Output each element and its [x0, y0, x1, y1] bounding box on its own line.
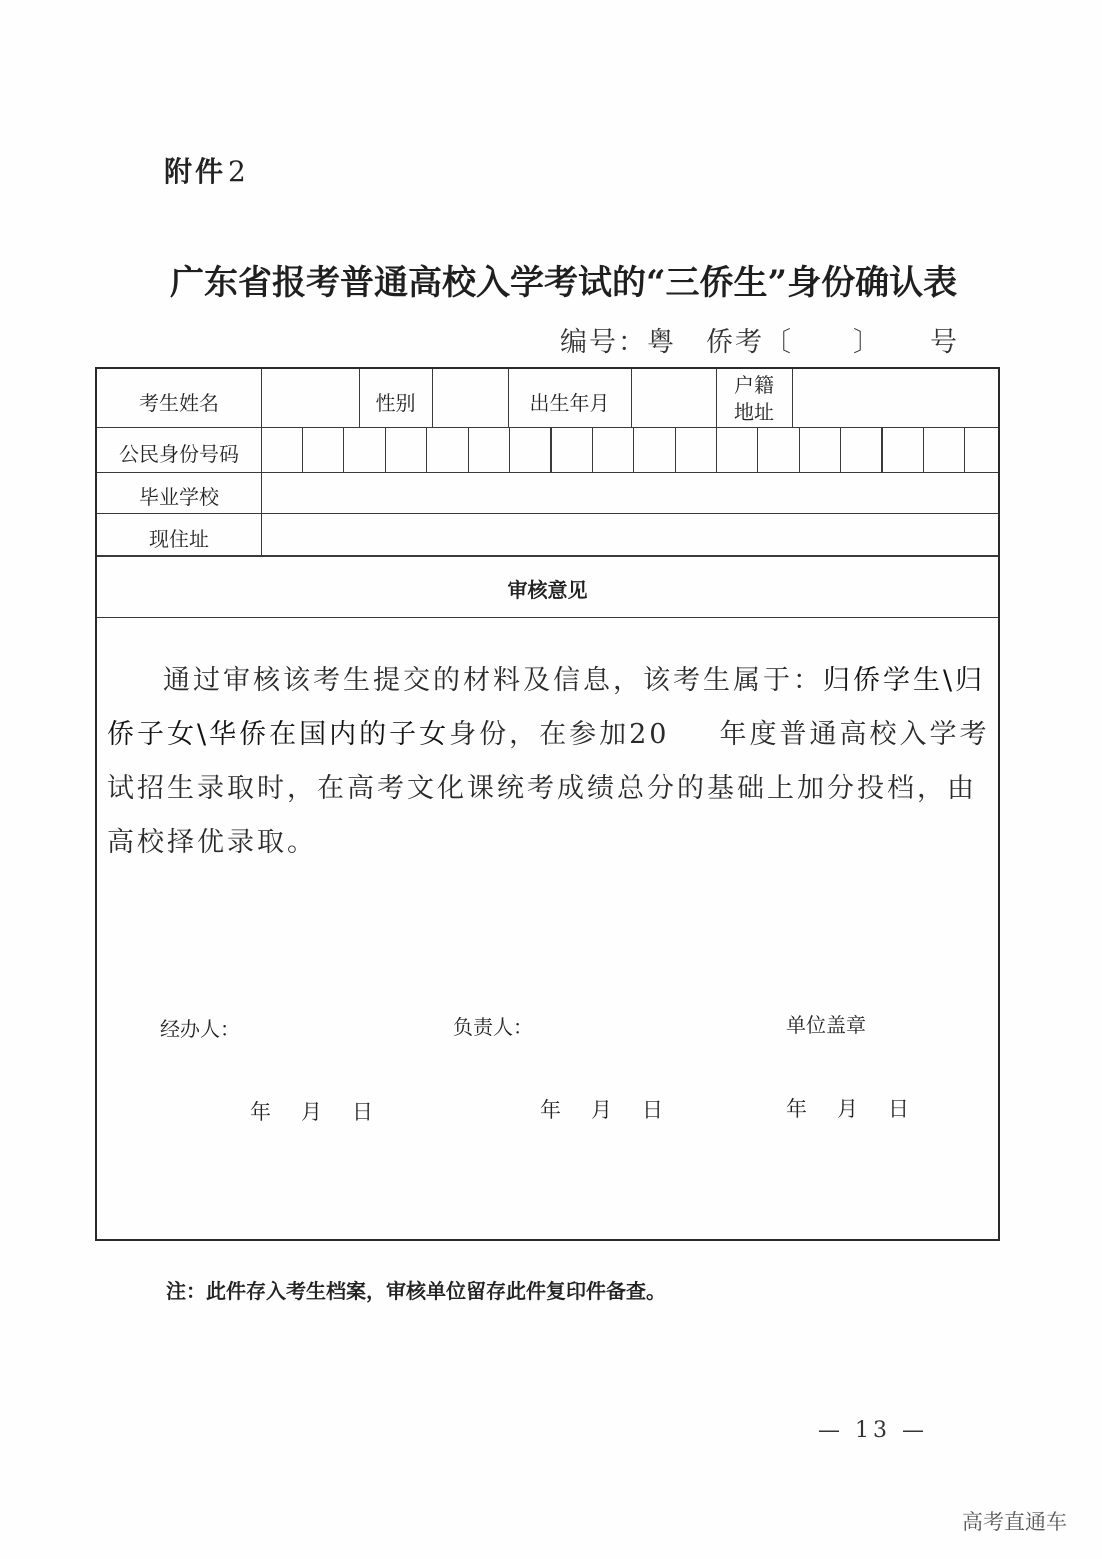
- household-label-line1: 户籍: [734, 373, 774, 397]
- serial-number-line: [560, 320, 959, 359]
- review-header: 审核意见: [507, 578, 588, 602]
- date-year: 年: [250, 1100, 271, 1124]
- id-digit-divider: [592, 427, 593, 472]
- id-digit-divider: [633, 427, 634, 472]
- attachment-text: 附件: [164, 155, 227, 188]
- col-divider: [631, 369, 632, 427]
- serial-close: 〕: [853, 327, 882, 358]
- id-digit-divider: [343, 427, 344, 472]
- id-digit-divider: [385, 427, 386, 472]
- handler-label: 经办人：: [160, 1017, 240, 1041]
- serial-prefix: 编号：粤: [560, 327, 676, 358]
- date-month: 月: [301, 1100, 322, 1124]
- date-month: 月: [837, 1097, 858, 1121]
- page-number: — 13 —: [818, 1418, 928, 1443]
- col-divider: [261, 369, 262, 555]
- date-day: 日: [352, 1100, 373, 1124]
- col-divider: [432, 369, 433, 427]
- review-text-after: 年度普通高校入学考试招生录取时，在高考文化课统考成绩总分的基础上加分投档，由高校择优录取。: [107, 719, 990, 858]
- review-text-before: 通过审核该考生提交的材料及信息，该考生属于：: [163, 665, 823, 696]
- stamp-label: 单位盖章: [786, 1013, 866, 1037]
- review-paragraph: [107, 654, 992, 870]
- col-divider: [792, 369, 793, 427]
- date-year: 年: [786, 1097, 807, 1121]
- id-digit-divider: [923, 427, 924, 472]
- household-label-line2: 地址: [734, 400, 774, 424]
- review-text-mid: 身份，在参加20: [449, 719, 670, 750]
- row-divider: [97, 427, 998, 428]
- row-divider: [97, 555, 998, 557]
- identity-form-table: [95, 367, 1000, 1241]
- id-number-label: 公民身份号码: [119, 442, 239, 466]
- leader-date: [540, 1094, 663, 1124]
- leader-label: 负责人：: [453, 1015, 533, 1039]
- date-day: 日: [642, 1098, 663, 1122]
- address-label: 现住址: [149, 527, 209, 551]
- date-day: 日: [888, 1097, 909, 1121]
- attachment-number: 2: [228, 155, 249, 188]
- name-label: 考生姓名: [139, 391, 219, 415]
- handler-date: [250, 1096, 373, 1126]
- serial-suffix: 号: [930, 327, 959, 358]
- row-divider: [97, 617, 998, 618]
- id-digit-divider: [799, 427, 800, 472]
- page-title: 广东省报考普通高校入学考试的“三侨生”身份确认表: [170, 263, 958, 303]
- birth-label: 出生年月: [529, 391, 610, 415]
- stamp-date: [786, 1093, 909, 1123]
- attachment-label: [164, 150, 249, 190]
- row-divider: [97, 513, 998, 514]
- date-month: 月: [591, 1098, 612, 1122]
- id-digit-divider: [716, 427, 717, 472]
- review-options: 归侨学生\归侨子女\华侨在国内的子女: [107, 665, 986, 750]
- id-digit-divider: [426, 427, 427, 472]
- gender-label: 性别: [375, 391, 416, 415]
- id-digit-divider: [509, 427, 510, 472]
- watermark: 高考直通车: [962, 1510, 1067, 1534]
- id-digit-divider: [840, 427, 841, 472]
- date-year: 年: [540, 1098, 561, 1122]
- row-divider: [97, 472, 998, 473]
- id-digit-divider: [881, 427, 883, 472]
- school-label: 毕业学校: [139, 485, 219, 509]
- id-digit-divider: [964, 427, 965, 472]
- id-digit-divider: [675, 427, 676, 472]
- id-digit-divider: [550, 427, 552, 472]
- footnote: 注：此件存入考生档案，审核单位留存此件复印件备查。: [166, 1279, 666, 1303]
- serial-mid: 侨考〔: [706, 327, 793, 358]
- id-digit-divider: [302, 427, 303, 472]
- id-digit-divider: [757, 427, 758, 472]
- id-digit-divider: [468, 427, 469, 472]
- household-label: [716, 372, 792, 426]
